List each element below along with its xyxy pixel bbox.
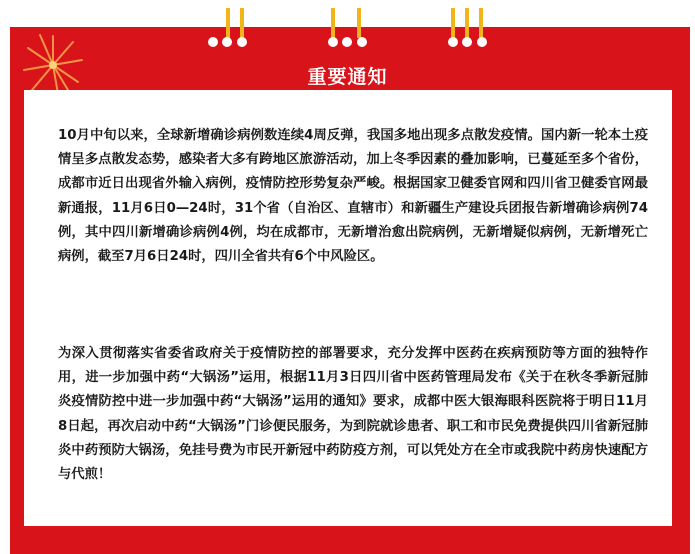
notice-paragraph-2: 为深入贯彻落实省委省政府关于疫情防控的部署要求，充分发挥中医药在疾病预防等方面的独特作用，进一步加强中药“大锅汤”运用，根据11月3日四川省中医药管理局发布《关于在秋冬季新冠肺炎疫情防控中进一步加强中药“大锅汤”运用的通知》要求，成都中医大银海眼科医院将于明日11月8日起，再次启动中药“大锅汤”门诊便民服务，为到院就诊患者、职工和市民免费提供四川省新冠肺炎中药预防大锅汤，免挂号费为市民开新冠中药防疫方剂，可以凭处方在全市或我院中药房快速配方与代煎！ [58,346,648,483]
notice-paragraph-1: 10月中旬以来，全球新增确诊病例数连续4周反弹，我国多地出现多点散发疫情。国内新一轮本土疫情呈多点散发态势，感染者大多有跨地区旅游活动，加上冬季因素的叠加影响，已蔓延至多个省份，成都市近日出现省外输入病例，疫情防控形势复杂严峻。根据国家卫健委官网和四川省卫健委官网最新通报，11月6日0—24时，31个省（自治区、直辖市）和新疆生产建设兵团报告新增确诊病例74例，其中四川新增确诊病例4例，均在成都市，无新增治愈出院病例，无新增疑似病例，无新增死亡病例，截至7月6日24时，四川全省共有6个中风险区。 [58,128,648,265]
notice-title: 重要通知 [307,66,388,88]
